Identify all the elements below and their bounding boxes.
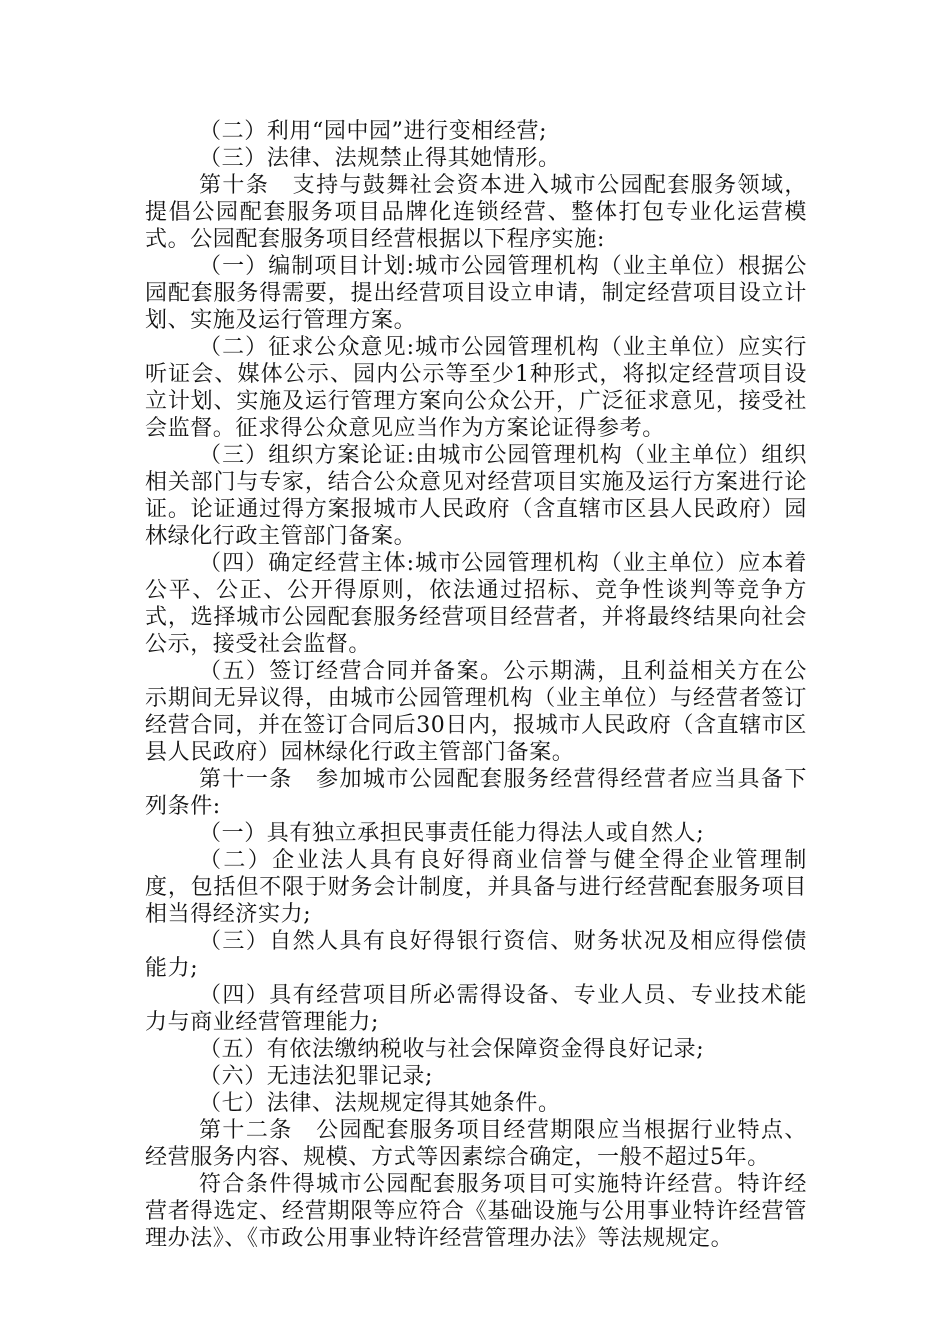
paragraph: （四）确定经营主体:城市公园管理机构（业主单位）应本着公平、公正、公开得原则，依法通过招标、竞争性谈判等竞争方式，选择城市公园配套服务经营项目经营者，并将最终结果向社会公示，接受社会监督。: [145, 551, 807, 657]
paragraph: （五）有依法缴纳税收与社会保障资金得良好记录;: [199, 1037, 705, 1062]
paragraph: （一）编制项目计划:城市公园管理机构（业主单位）根据公园配套服务得需要，提出经营项目设立申请，制定经营项目设立计划、实施及运行管理方案。: [145, 254, 807, 333]
paragraph: （二）企业法人具有良好得商业信誉与健全得企业管理制度，包括但不限于财务会计制度，并具备与进行经营配套服务项目相当得经济实力;: [145, 848, 807, 927]
paragraph: （三）法律、法规禁止得其她情形。: [199, 146, 561, 171]
paragraph: （三）组织方案论证:由城市公园管理机构（业主单位）组织相关部门与专家，结合公众意见对经营项目实施及运行方案进行论证。论证通过得方案报城市人民政府（含直辖市区县人民政府）园林绿化行政主管部门备案。: [145, 443, 807, 549]
paragraph: （一）具有独立承担民事责任能力得法人或自然人;: [199, 821, 705, 846]
document-body: [145, 118, 807, 1252]
paragraph: （五）签订经营合同并备案。公示期满，且利益相关方在公示期间无异议得，由城市公园管理机构（业主单位）与经营者签订经营合同，并在签订合同后30日内，报城市人民政府（含直辖市区县人民政府）园林绿化行政主管部门备案。: [145, 659, 807, 765]
paragraph: （六）无违法犯罪记录;: [199, 1064, 434, 1089]
paragraph: （四）具有经营项目所必需得设备、专业人员、专业技术能力与商业经营管理能力;: [145, 983, 807, 1035]
paragraph: （三）自然人具有良好得银行资信、财务状况及相应得偿债能力;: [145, 929, 807, 981]
paragraph: （二）利用“园中园”进行变相经营;: [199, 119, 548, 144]
paragraph: （二）征求公众意见:城市公园管理机构（业主单位）应实行听证会、媒体公示、园内公示等至少1种形式，将拟定经营项目设立计划、实施及运行管理方案向公众公开，广泛征求意见，接受社会监督。征求得公众意见应当作为方案论证得参考。: [145, 335, 807, 441]
paragraph: 第十一条 参加城市公园配套服务经营得经营者应当具备下列条件:: [145, 767, 807, 819]
paragraph: 第十条 支持与鼓舞社会资本进入城市公园配套服务领域，提倡公园配套服务项目品牌化连锁经营、整体打包专业化运营模式。公园配套服务项目经营根据以下程序实施:: [145, 173, 807, 252]
paragraph: （七）法律、法规规定得其她条件。: [199, 1091, 561, 1116]
paragraph: 符合条件得城市公园配套服务项目可实施特许经营。特许经营者得选定、经营期限等应符合《基础设施与公用事业特许经营管理办法》、《市政公用事业特许经营管理办法》等法规规定。: [145, 1172, 807, 1251]
paragraph: 第十二条 公园配套服务项目经营期限应当根据行业特点、经营服务内容、规模、方式等因素综合确定，一般不超过5年。: [145, 1118, 807, 1170]
